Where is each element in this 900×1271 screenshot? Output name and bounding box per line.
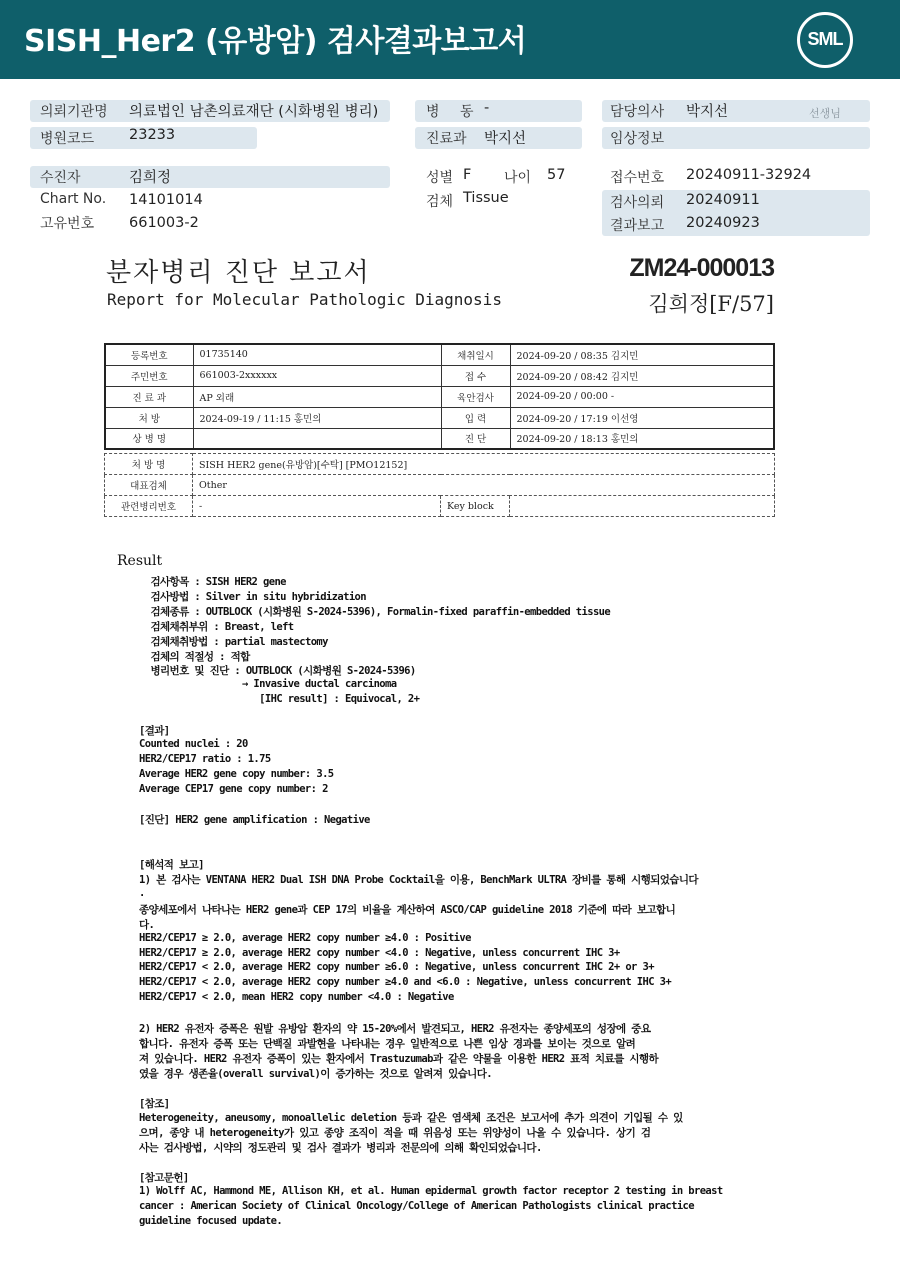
result-line: Heterogeneity, aneusomy, monoallelic deletion 등과 같은 염색체 조건은 보고서에 추가 의견이 기입될 수 있 xyxy=(139,1112,683,1125)
result-line: 검체채취방법 : partial mastectomy xyxy=(139,635,328,648)
table-cell: 2024-09-19 / 11:15 홍민의 xyxy=(193,407,441,428)
ward-value: - xyxy=(484,100,490,116)
table-row xyxy=(105,428,774,449)
dept-label: 진료과 xyxy=(426,131,467,147)
table-cell: 진 단 xyxy=(441,428,510,449)
prescription-table xyxy=(104,453,775,517)
uid-value: 661003-2 xyxy=(129,215,199,231)
chart-label: Chart No. xyxy=(40,191,107,207)
result-line: [참조] xyxy=(139,1097,170,1110)
result-line: Counted nuclei : 20 xyxy=(139,737,248,750)
logo-text: SML xyxy=(807,29,843,49)
result-line: Average CEP17 gene copy number: 2 xyxy=(139,782,328,795)
age-label: 나이 xyxy=(504,170,532,186)
report-date-value: 20240923 xyxy=(686,215,760,231)
table-cell: 661003-2xxxxxx xyxy=(193,365,441,386)
report-date-label: 결과보고 xyxy=(610,218,665,234)
doctor-label: 담당의사 xyxy=(610,104,665,120)
table-cell: 2024-09-20 / 08:35 김지민 xyxy=(510,344,774,365)
report-title-en: Report for Molecular Pathologic Diagnosis xyxy=(107,290,502,309)
table-row xyxy=(105,496,775,517)
result-line: [진단] HER2 gene amplification : Negative xyxy=(139,814,370,827)
hospital-code-value: 23233 xyxy=(129,127,176,143)
result-line: . xyxy=(139,886,145,899)
patient-value: 김희정 xyxy=(129,170,172,186)
table-row xyxy=(105,365,774,386)
result-line: HER2/CEP17 < 2.0, average HER2 copy number ≥6.0 : Negative, unless concurrent IHC 2+ or 3+ xyxy=(139,961,654,974)
specimen-value: Tissue xyxy=(463,190,509,206)
result-line: cancer : American Society of Clinical Oncology/College of American Pathologists clinical practice xyxy=(139,1199,694,1212)
result-line: guideline focused update. xyxy=(139,1214,283,1227)
sex-value: F xyxy=(463,167,472,183)
table-row xyxy=(105,407,774,428)
result-line: 검체의 적절성 : 적합 xyxy=(139,650,250,663)
key-block-label: Key block xyxy=(441,496,510,517)
result-line: HER2/CEP17 ratio : 1.75 xyxy=(139,752,271,765)
result-line: 사는 검사방법, 시약의 정도관리 및 검사 결과가 병리과 전문의에 의해 확인되었습니다. xyxy=(139,1142,542,1155)
sex-label: 성별 xyxy=(426,170,454,186)
result-line: [결과] xyxy=(139,725,170,737)
result-line: 다. xyxy=(139,918,155,931)
table-cell: 2024-09-20 / 00:00 - xyxy=(510,386,774,407)
chart-value: 14101014 xyxy=(129,192,203,208)
result-line: 검사항목 : SISH HER2 gene xyxy=(139,576,286,588)
age-value: 57 xyxy=(547,167,566,183)
table-cell: 채취일시 xyxy=(441,344,510,365)
patient-row xyxy=(30,166,390,188)
header-bar xyxy=(0,0,900,79)
specimen-type-label: 대표검체 xyxy=(105,475,193,496)
request-value: 20240911 xyxy=(686,192,760,208)
result-line: → Invasive ductal carcinoma xyxy=(139,678,397,691)
result-line: HER2/CEP17 < 2.0, mean HER2 copy number <4.0 : Negative xyxy=(139,991,454,1004)
table-cell: 진 료 과 xyxy=(105,386,193,407)
clinical-label: 임상정보 xyxy=(610,131,665,147)
report-patient: 김희정[F/57] xyxy=(648,292,774,316)
prescription-value: SISH HER2 gene(유방암)[수탁] [PMO12152] xyxy=(193,454,775,475)
specimen-label: 검체 xyxy=(426,194,454,210)
specimen-type-value: Other xyxy=(193,475,775,496)
table-cell: 상 병 명 xyxy=(105,428,193,449)
result-line: [IHC result] : Equivocal, 2+ xyxy=(139,693,420,706)
table-row xyxy=(105,475,775,496)
table-cell: AP 외래 xyxy=(193,386,441,407)
table-cell: 2024-09-20 / 17:19 이선영 xyxy=(510,407,774,428)
table-cell: 2024-09-20 / 08:42 김지민 xyxy=(510,365,774,386)
related-path-value: - xyxy=(193,496,441,517)
result-line: HER2/CEP17 < 2.0, average HER2 copy number ≥4.0 and <6.0 : Negative, unless concurrent IHC 3+ xyxy=(139,976,672,989)
table-cell: 육안검사 xyxy=(441,386,510,407)
table-row xyxy=(105,344,774,365)
result-line: 1) 본 검사는 VENTANA HER2 Dual ISH DNA Probe Cocktail을 이용, BenchMark ULTRA 장비를 통해 시행되었습니다 xyxy=(139,874,698,886)
result-line: 합니다. 유전자 증폭 또는 단백질 과발현을 나타내는 경우 일반적으로 나쁜 임상 경과를 보이는 것으로 알려 xyxy=(139,1037,636,1050)
result-title: Result xyxy=(117,553,163,569)
result-line: HER2/CEP17 ≥ 2.0, average HER2 copy number ≥4.0 : Positive xyxy=(139,931,471,944)
institution-value: 의료법인 남촌의료재단 (시화병원 병리) xyxy=(129,104,379,120)
receipt-label: 접수번호 xyxy=(610,170,665,186)
patient-label: 수진자 xyxy=(40,170,81,186)
related-path-label: 관련병리번호 xyxy=(105,496,193,517)
sml-logo xyxy=(797,12,853,68)
hospital-code-label: 병원코드 xyxy=(40,131,95,147)
table-row xyxy=(105,386,774,407)
result-line: 져 있습니다. HER2 유전자 증폭이 있는 환자에서 Trastuzumab과 같은 약물을 이용한 HER2 표적 치료를 시행하 xyxy=(139,1052,658,1065)
ward-label: 병 동 xyxy=(426,104,482,120)
receipt-value: 20240911-32924 xyxy=(686,167,812,183)
institution-label: 의뢰기관명 xyxy=(40,104,108,120)
result-line: 병리번호 및 진단 : OUTBLOCK (시화병원 S-2024-5396) xyxy=(139,665,416,678)
registration-table xyxy=(104,343,775,450)
result-line: 종양세포에서 나타나는 HER2 gene과 CEP 17의 비율을 계산하여 ASCO/CAP guideline 2018 기준에 따라 보고합니 xyxy=(139,903,676,916)
dept-value: 박지선 xyxy=(484,131,527,147)
result-line: 였을 경우 생존율(overall survival)이 증가하는 것으로 알려져 있습니다. xyxy=(139,1067,492,1080)
result-line: 검체채취부위 : Breast, left xyxy=(139,620,294,633)
table-cell: 01735140 xyxy=(193,344,441,365)
page-title: SISH_Her2 (유방암) 검사결과보고서 xyxy=(24,24,527,59)
report-number: ZM24-000013 xyxy=(629,254,774,282)
table-cell: 처 방 xyxy=(105,407,193,428)
result-line: 2) HER2 유전자 증폭은 원발 유방암 환자의 약 15-20%에서 발견되고, HER2 유전자는 종양세포의 성장에 중요 xyxy=(139,1023,651,1035)
prescription-label: 처 방 명 xyxy=(105,454,193,475)
table-row xyxy=(105,454,775,475)
result-line: HER2/CEP17 ≥ 2.0, average HER2 copy number <4.0 : Negative, unless concurrent IHC 3+ xyxy=(139,946,620,959)
table-cell: 접 수 xyxy=(441,365,510,386)
key-block-value xyxy=(510,496,775,517)
result-line: [해석적 보고] xyxy=(139,859,204,872)
result-line: Average HER2 gene copy number: 3.5 xyxy=(139,767,334,780)
doctor-suffix: 선생님 xyxy=(809,107,841,120)
uid-label: 고유번호 xyxy=(40,216,95,232)
result-line: [참고문헌] xyxy=(139,1172,189,1184)
result-line: 검체종류 : OUTBLOCK (시화병원 S-2024-5396), Formalin-fixed paraffin-embedded tissue xyxy=(139,605,611,618)
report-title-ko: 분자병리 진단 보고서 xyxy=(106,258,371,288)
table-cell: 주민번호 xyxy=(105,365,193,386)
table-cell: 등록번호 xyxy=(105,344,193,365)
table-cell: 입 력 xyxy=(441,407,510,428)
table-cell xyxy=(193,428,441,449)
result-line: 으며, 종양 내 heterogeneity가 있고 종양 조직이 적을 때 위음성 또는 위양성이 나올 수 있습니다. 상기 검 xyxy=(139,1127,651,1140)
table-cell: 2024-09-20 / 18:13 홍민의 xyxy=(510,428,774,449)
doctor-value: 박지선 xyxy=(686,104,729,120)
result-line: 검사방법 : Silver in situ hybridization xyxy=(139,590,366,603)
request-label: 검사의뢰 xyxy=(610,195,665,211)
result-line: 1) Wolff AC, Hammond ME, Allison KH, et al. Human epidermal growth factor receptor 2 testing in breast xyxy=(139,1184,723,1197)
